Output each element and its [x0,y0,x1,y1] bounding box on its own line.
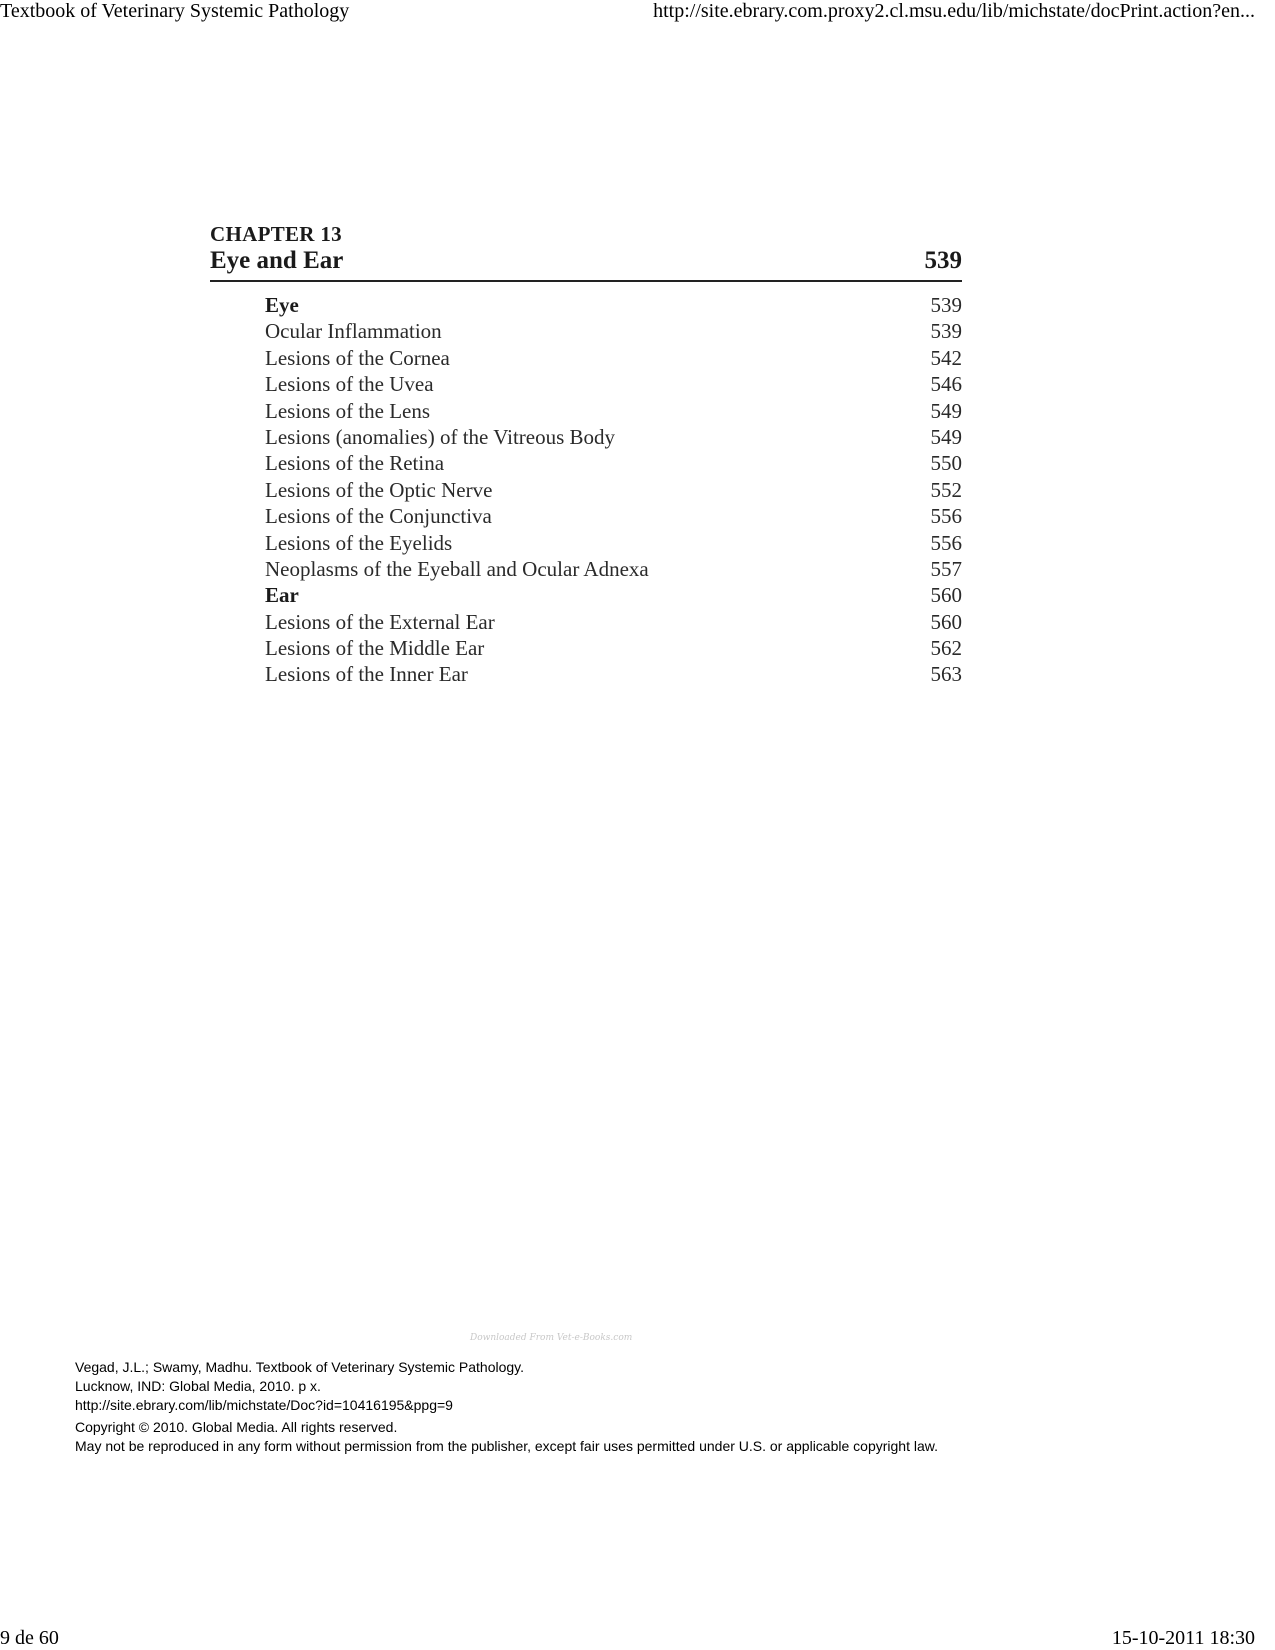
citation-url: http://site.ebrary.com/lib/michstate/Doc?id=10416195&ppg=9 [75,1397,453,1413]
toc-entry [265,424,962,450]
toc-entry-label: Lesions of the Lens [265,398,431,423]
copyright-line: Copyright © 2010. Global Media. All rights reserved. [75,1419,398,1435]
toc-entry-label: Lesions of the Retina [265,451,445,476]
toc-entry-page: 552 [930,477,962,502]
toc-section [265,582,962,608]
toc-entry-page: 549 [930,398,962,423]
print-timestamp: 15-10-2011 18:30 [1111,1627,1255,1649]
print-header-url: http://site.ebrary.com.proxy2.cl.msu.edu/lib/michstate/docPrint.action?en... [653,0,1255,22]
toc-entry-page: 549 [930,424,962,449]
toc-entry-label: Lesions of the Inner Ear [265,662,468,687]
toc-entry [265,450,962,476]
toc-entry-page: 556 [930,530,962,555]
toc-entry-page: 542 [930,345,962,370]
toc-entry-label: Lesions of the Uvea [265,372,434,397]
toc-entry-label: Lesions of the Cornea [265,345,450,370]
print-header-title: Textbook of Veterinary Systemic Pathology [0,0,350,22]
chapter-contents [210,222,962,688]
chapter-title-row [210,247,962,275]
chapter-label: CHAPTER 13 [210,222,342,246]
toc-entry-label: Lesions of the Middle Ear [265,636,485,661]
copyright-notice: May not be reproduced in any form without permission from the publisher, except fair uses permitted under U.S. or applicable copyright law. [75,1438,938,1454]
toc-entry-label: Neoplasms of the Eyeball and Ocular Adnexa [265,556,649,581]
toc-entry [265,345,962,371]
watermark: Downloaded From Vet-e-Books.com [470,1333,633,1343]
toc-entry-page: 546 [930,372,962,397]
toc-entry-page: 560 [930,583,962,608]
toc-entry [265,556,962,582]
toc-section [265,292,962,318]
chapter-divider [210,280,962,282]
toc-entry-page: 557 [930,556,962,581]
toc-entry-label: Lesions of the Eyelids [265,530,453,555]
toc-entry-label: Lesions of the Optic Nerve [265,477,493,502]
toc-entry-page: 563 [930,662,962,687]
toc-entry-label: Ear [265,583,299,608]
toc-entry-label: Lesions (anomalies) of the Vitreous Body [265,424,616,449]
toc-entry-page: 560 [930,609,962,634]
toc-entry [265,530,962,556]
chapter-page-number: 539 [924,247,962,274]
toc-entry [265,503,962,529]
toc-entry-label: Eye [265,293,299,317]
toc-entry [265,635,962,661]
toc-entry [265,318,962,344]
toc-entry [265,609,962,635]
citation-authors: Vegad, J.L.; Swamy, Madhu. Textbook of Veterinary Systemic Pathology. [75,1359,525,1375]
citation-publisher: Lucknow, IND: Global Media, 2010. p x. [75,1378,321,1394]
toc-entry-page: 562 [930,636,962,661]
toc-entry-label: Lesions of the Conjunctiva [265,504,492,529]
toc-entry-page: 556 [930,504,962,529]
citation-block [75,1358,938,1456]
chapter-title: Eye and Ear [210,247,344,274]
toc-entry-page: 539 [930,293,962,317]
toc-entry [265,661,962,687]
toc-entry [265,371,962,397]
toc-entry [265,398,962,424]
toc-entry [265,477,962,503]
toc-entry-page: 539 [930,319,962,344]
toc-entry-label: Ocular Inflammation [265,319,442,344]
toc-entry-label: Lesions of the External Ear [265,609,495,634]
print-page-count: 9 de 60 [0,1627,59,1649]
toc-entry-page: 550 [930,451,962,476]
toc-list [265,292,962,688]
